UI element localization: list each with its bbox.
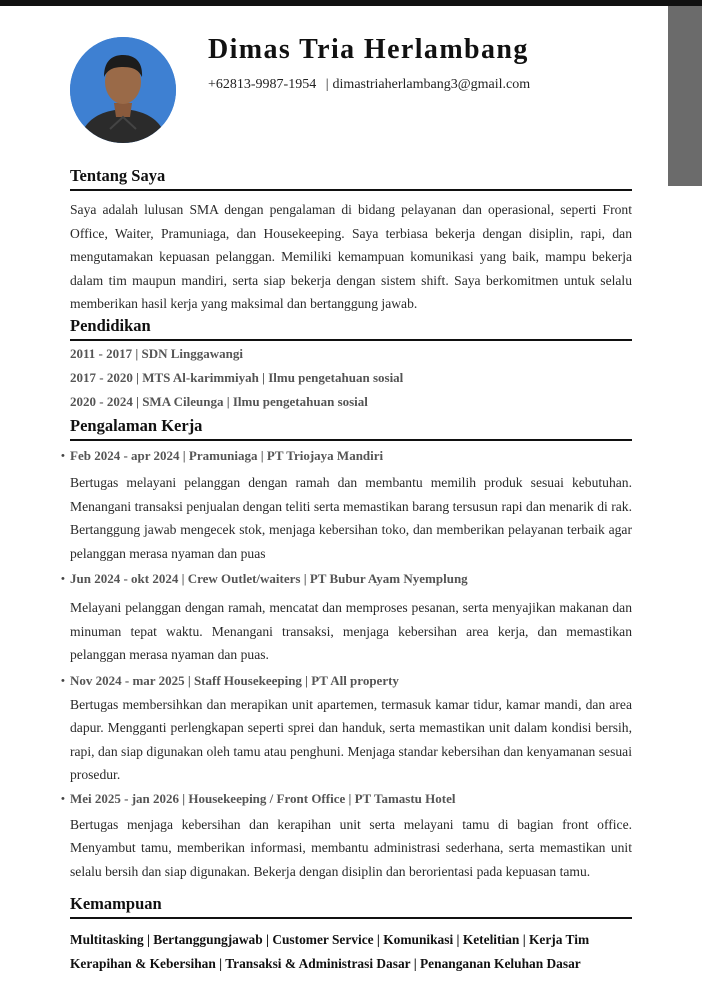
skills-heading: Kemampuan <box>70 894 632 919</box>
avatar <box>70 37 176 143</box>
skills-line: Kerapihan & Kebersihan | Transaksi & Administrasi Dasar | Penanganan Keluhan Dasar <box>70 956 581 971</box>
job-title-line: Mei 2025 - jan 2026 | Housekeeping / Front Office | PT Tamastu Hotel <box>70 790 456 806</box>
job-heading <box>61 788 632 810</box>
education-item: 2011 - 2017 | SDN Linggawangi <box>70 346 243 361</box>
job-description: Bertugas menjaga kebersihan dan kerapihan unit serta melayani tamu di bagian front office. Menyambut tamu, memberikan informasi, membantu administrasi sederhana, serta memastikan unit selalu bersih dan siap digunakan. Bekerja dengan disiplin dan berorientasi pada kepuasan tamu. <box>70 816 632 879</box>
profile-photo <box>70 37 176 143</box>
phone-number: +62813-9987-1954 <box>208 77 317 92</box>
job-description: Bertugas membersihkan dan merapikan unit apartemen, termasuk kamar tidur, kamar mandi, dan area dapur. Mengganti perlengkapan seperti sprei dan handuk, serta memastikan unit dalam kondisi bersih, rapi, dan siap digunakan oleh tamu atau penghuni. Menjaga standar kebersihan dan kenyamanan sesuai prosedur. <box>70 696 632 782</box>
job-heading <box>61 445 632 467</box>
job-entry <box>61 670 632 787</box>
job-title-line: Feb 2024 - apr 2024 | Pramuniaga | PT Triojaya Mandiri <box>70 448 384 463</box>
about-section <box>70 166 632 316</box>
bullet-icon: • <box>61 674 65 687</box>
job-title-line: Nov 2024 - mar 2025 | Staff Housekeeping | PT All property <box>70 672 399 688</box>
job-heading <box>61 670 632 692</box>
education-item: 2017 - 2020 | MTS Al-karimmiyah | Ilmu pengetahuan sosial <box>70 370 404 385</box>
experience-section <box>61 416 632 883</box>
about-heading: Tentang Saya <box>70 166 632 191</box>
job-description: Melayani pelanggan dengan ramah, mencatat dan memproses pesanan, serta menyajikan makanan dan minuman tepat waktu. Menangani transaksi, menjaga kebersihan area kerja, dan memastikan pelanggan merasa nyaman dan puas. <box>70 600 632 662</box>
job-entry <box>61 445 632 565</box>
job-entry <box>61 788 632 884</box>
job-description: Bertugas melayani pelanggan dengan ramah dan membantu memilih produk sesuai kebutuhan. Menangani transaksi penjualan dengan teliti serta memastikan barang tersusun rapi dan menarik di rak. Bertanggung jawab mengecek stok, menjaga kebersihan toko, dan memberikan pelayanan terbaik agar pelanggan merasa nyaman dan puas <box>70 475 632 561</box>
window-top-bar <box>0 0 702 6</box>
education-heading: Pendidikan <box>70 316 632 341</box>
contact-separator: | <box>325 77 329 92</box>
scrollbar-thumb[interactable] <box>668 6 702 186</box>
education-section <box>70 316 632 414</box>
job-entry <box>61 568 632 667</box>
job-title-line: Jun 2024 - okt 2024 | Crew Outlet/waiters | PT Bubur Ayam Nyemplung <box>70 571 468 586</box>
about-text: Saya adalah lulusan SMA dengan pengalaman di bidang pelayanan dan operasional, seperti Front Office, Waiter, Pramuniaga, dan Housekeeping. Saya terbiasa bekerja dengan disiplin, rapi, dan mengutamakan kepuasan pelanggan. Memiliki kemampuan komunikasi yang baik, mampu bekerja dalam tim maupun mandiri, serta siap bekerja dengan sistem shift. Saya berkomitmen untuk selalu memberikan hasil kerja yang maksimal dan bertanggung jawab. <box>70 202 632 311</box>
email-address: dimastriaherlambang3@gmail.com <box>332 77 531 92</box>
bullet-icon: • <box>61 450 65 462</box>
contact-line <box>208 77 530 93</box>
education-item: 2020 - 2024 | SMA Cileunga | Ilmu pengetahuan sosial <box>70 394 368 409</box>
job-heading <box>61 568 632 590</box>
experience-heading: Pengalaman Kerja <box>70 416 632 441</box>
candidate-name: Dimas Tria Herlambang <box>208 34 529 65</box>
skills-line: Multitasking | Bertanggungjawab | Customer Service | Komunikasi | Ketelitian | Kerja Tim <box>70 932 590 947</box>
bullet-icon: • <box>61 792 65 805</box>
bullet-icon: • <box>61 573 65 585</box>
skills-section <box>70 894 632 976</box>
